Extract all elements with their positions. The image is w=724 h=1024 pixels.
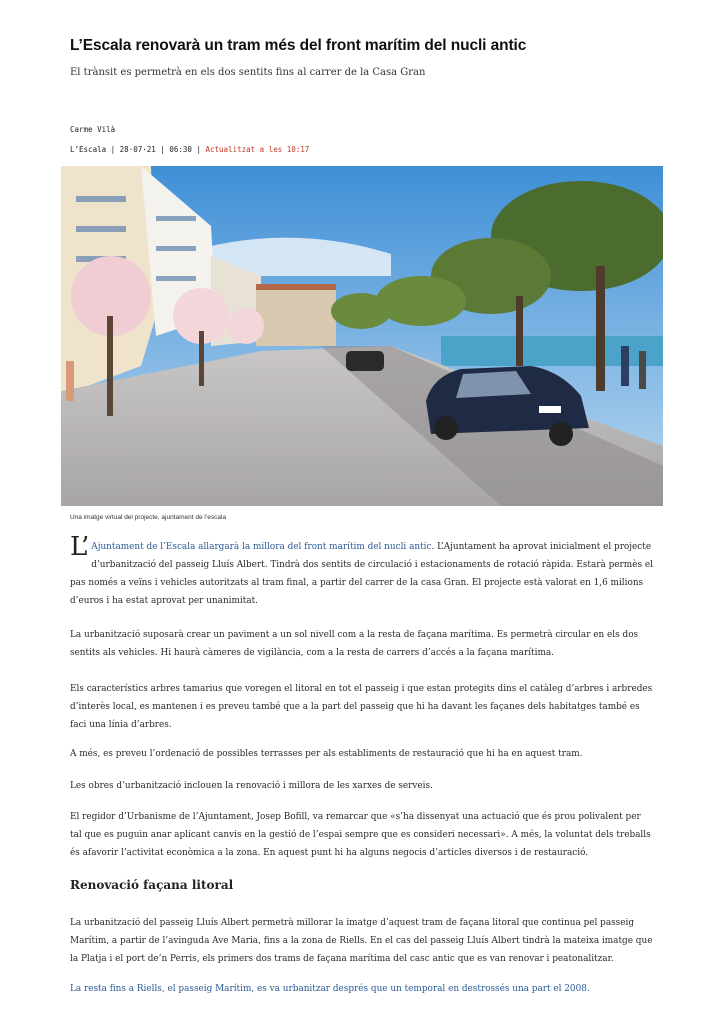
paragraph-1 — [70, 532, 655, 610]
meta-date: 28·07·21 — [119, 145, 156, 154]
article-meta — [70, 145, 309, 154]
section-heading: Renovació façana litoral — [70, 878, 234, 892]
meta-separator: | — [196, 145, 206, 154]
dropcap: L’ — [70, 532, 90, 562]
article-photo[interactable] — [61, 166, 663, 506]
meta-time: 06:30 — [169, 145, 192, 154]
meta-location: L’Escala — [70, 145, 107, 154]
meta-separator: | — [110, 145, 120, 154]
paragraph-5: Les obres d’urbanització inclouen la renovació i millora de les xarxes de serveis. — [70, 781, 433, 791]
article-link-ajuntament[interactable]: Ajuntament de l’Escala allargarà la millora del front marítim del nucli antic — [91, 542, 432, 552]
meta-updated: Actualitzat a les 10:17 — [205, 145, 310, 154]
promenade-rendering — [61, 166, 663, 506]
paragraph-6: El regidor d’Urbanisme de l’Ajuntament, Josep Bofill, va remarcar que «s’ha dissenyat una actuació que és prou polivalent per tal que es puguin anar aplicant canvis en la gestió de l’espai sempre que es consideri necessari». A més, la voluntat dels treballs és afavorir l’activitat econòmica a la zona. En aquest punt hi ha alguns negocis d’articles diversos i de restauració. — [70, 812, 651, 858]
paragraph-2: La urbanització suposarà crear un paviment a un sol nivell com a la resta de façana marítima. Es permetrà circular en els dos sentits als vehicles. Hi haurà càmeres de vigilància, com a la resta de carrers d’accés a la façana marítima. — [70, 630, 639, 658]
author-name[interactable]: Carme Vilà — [70, 125, 116, 134]
meta-separator: | — [160, 145, 170, 154]
paragraph-3: Els característics arbres tamarius que voregen el litoral en tot el passeig i que estan protegits dins el catàleg d’arbres i arbredes d’interès local, es mantenen i es preveu també que a la part del passeig que hi ha davant les façanes dels habitatges també es faci una línia d’arbres. — [70, 684, 653, 730]
paragraph-4: A més, es preveu l’ordenació de possibles terrasses per als establiments de restauració que hi ha en aquest tram. — [70, 749, 583, 759]
paragraph-1-text: . L’Ajuntament ha aprovat inicialment el projecte d’urbanització del passeig Lluís Albert. Tindrà dos sentits de circulació i estacionaments de rotació ràpida. Estarà permès el pas només a veïns i vehicles autoritzats al tram final, a partir del carrer de la casa Gran. El projecte està valorat en 1,6 milions d’euros i ha estat aprovat per unanimitat. — [70, 542, 653, 606]
photo-caption: Una imatge virtual del projecte, ajuntament de l’escala — [70, 514, 227, 521]
article-subtitle: El trànsit es permetrà en els dos sentits fins al carrer de la Casa Gran — [70, 67, 426, 78]
article-link-riells[interactable]: La resta fins a Riells, el passeig Marítim, es va urbanitzar després que un temporal en destrossés una part el 2008. — [70, 984, 590, 994]
paragraph-8 — [70, 980, 655, 998]
paragraph-7: La urbanització del passeig Lluís Albert permetrà millorar la imatge d’aquest tram de façana litoral que continua pel passeig Marítim, a partir de l’avinguda Ave Maria, fins a la zona de Riells. En el cas del passeig Lluís Albert tindrà la mateixa imatge que la Platja i el port de’n Perris, els primers dos trams de façana marítima del casc antic que es van renovar i peatonalitzar. — [70, 918, 653, 964]
article-headline: L’Escala renovarà un tram més del front marítim del nucli antic — [70, 37, 527, 54]
